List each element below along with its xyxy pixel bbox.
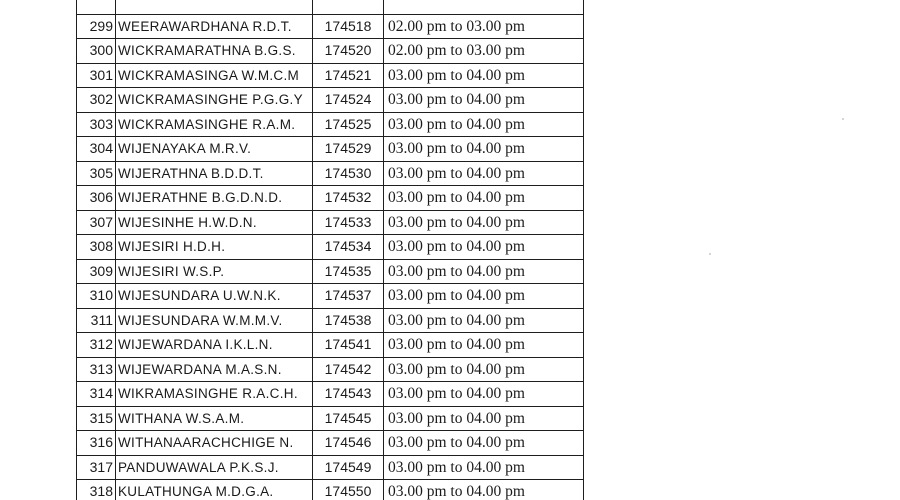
table-row [77,63,584,88]
time-slot: 03.00 pm to 04.00 pm [384,137,584,162]
table-row [77,382,584,407]
time-slot: 03.00 pm to 04.00 pm [384,112,584,137]
index-number: 174534 [313,235,384,260]
table-row-partial-top [77,0,584,14]
table-row [77,333,584,358]
row-number: 305 [77,161,116,186]
student-name: WITHANAARACHCHIGE N. [116,431,313,456]
row-number: 317 [77,455,116,480]
row-number: 299 [77,14,116,39]
table-row [77,39,584,64]
index-number: 174518 [313,14,384,39]
scan-speck [842,118,844,120]
index-number: 174535 [313,259,384,284]
cell-empty [116,0,313,14]
table-row [77,455,584,480]
row-number: 310 [77,284,116,309]
time-slot: 03.00 pm to 04.00 pm [384,284,584,309]
table-row [77,161,584,186]
time-slot: 03.00 pm to 04.00 pm [384,235,584,260]
time-slot: 03.00 pm to 04.00 pm [384,161,584,186]
time-slot: 03.00 pm to 04.00 pm [384,210,584,235]
index-number: 174533 [313,210,384,235]
row-number: 309 [77,259,116,284]
index-number: 174550 [313,480,384,500]
index-number: 174521 [313,63,384,88]
student-name: WIKRAMASINGHE R.A.C.H. [116,382,313,407]
table-row [77,186,584,211]
index-number: 174542 [313,357,384,382]
table-row [77,14,584,39]
student-name: WEERAWARDHANA R.D.T. [116,14,313,39]
student-name: WICKRAMASINGHE P.G.G.Y [116,88,313,113]
schedule-table [76,0,584,500]
index-number: 174520 [313,39,384,64]
time-slot: 03.00 pm to 04.00 pm [384,382,584,407]
time-slot: 03.00 pm to 04.00 pm [384,63,584,88]
table-row [77,112,584,137]
time-slot: 03.00 pm to 04.00 pm [384,88,584,113]
time-slot: 03.00 pm to 04.00 pm [384,455,584,480]
student-name: WIJEWARDANA I.K.L.N. [116,333,313,358]
student-name: WIJERATHNA B.D.D.T. [116,161,313,186]
row-number: 303 [77,112,116,137]
index-number: 174541 [313,333,384,358]
table-row [77,431,584,456]
row-number: 316 [77,431,116,456]
student-name: WIJESUNDARA U.W.N.K. [116,284,313,309]
student-name: WIJERATHNE B.G.D.N.D. [116,186,313,211]
index-number: 174545 [313,406,384,431]
student-name: WIJESIRI H.D.H. [116,235,313,260]
table-row [77,88,584,113]
index-number: 174530 [313,161,384,186]
row-number: 300 [77,39,116,64]
student-name: WIJESINHE H.W.D.N. [116,210,313,235]
row-number: 304 [77,137,116,162]
index-number: 174529 [313,137,384,162]
index-number: 174525 [313,112,384,137]
student-name: KULATHUNGA M.D.G.A. [116,480,313,500]
table-row [77,259,584,284]
index-number: 174538 [313,308,384,333]
row-number: 313 [77,357,116,382]
student-name: WICKRAMARATHNA B.G.S. [116,39,313,64]
table-row [77,235,584,260]
student-name: WICKRAMASINGA W.M.C.M [116,63,313,88]
table-row [77,137,584,162]
index-number: 174532 [313,186,384,211]
row-number: 306 [77,186,116,211]
time-slot: 03.00 pm to 04.00 pm [384,431,584,456]
table-row [77,480,584,500]
table-row [77,284,584,309]
cell-empty [77,0,116,14]
index-number: 174549 [313,455,384,480]
row-number: 312 [77,333,116,358]
table-row [77,406,584,431]
table-row [77,357,584,382]
row-number: 311 [77,308,116,333]
schedule-table-body [77,0,584,500]
row-number: 318 [77,480,116,500]
index-number: 174543 [313,382,384,407]
time-slot: 03.00 pm to 04.00 pm [384,357,584,382]
row-number: 314 [77,382,116,407]
index-number: 174546 [313,431,384,456]
time-slot: 03.00 pm to 04.00 pm [384,406,584,431]
time-slot: 02.00 pm to 03.00 pm [384,14,584,39]
row-number: 308 [77,235,116,260]
time-slot: 03.00 pm to 04.00 pm [384,480,584,500]
table-row [77,308,584,333]
student-name: WICKRAMASINGHE R.A.M. [116,112,313,137]
time-slot: 02.00 pm to 03.00 pm [384,39,584,64]
cell-empty [384,0,584,14]
student-name: WITHANA W.S.A.M. [116,406,313,431]
time-slot: 03.00 pm to 04.00 pm [384,186,584,211]
time-slot: 03.00 pm to 04.00 pm [384,333,584,358]
row-number: 315 [77,406,116,431]
index-number: 174524 [313,88,384,113]
row-number: 307 [77,210,116,235]
student-name: WIJEWARDANA M.A.S.N. [116,357,313,382]
table-row [77,210,584,235]
time-slot: 03.00 pm to 04.00 pm [384,259,584,284]
time-slot: 03.00 pm to 04.00 pm [384,308,584,333]
student-name: WIJENAYAKA M.R.V. [116,137,313,162]
scan-speck [709,253,711,255]
row-number: 301 [77,63,116,88]
row-number: 302 [77,88,116,113]
student-name: WIJESIRI W.S.P. [116,259,313,284]
index-number: 174537 [313,284,384,309]
student-name: WIJESUNDARA W.M.M.V. [116,308,313,333]
cell-empty [313,0,384,14]
student-name: PANDUWAWALA P.K.S.J. [116,455,313,480]
